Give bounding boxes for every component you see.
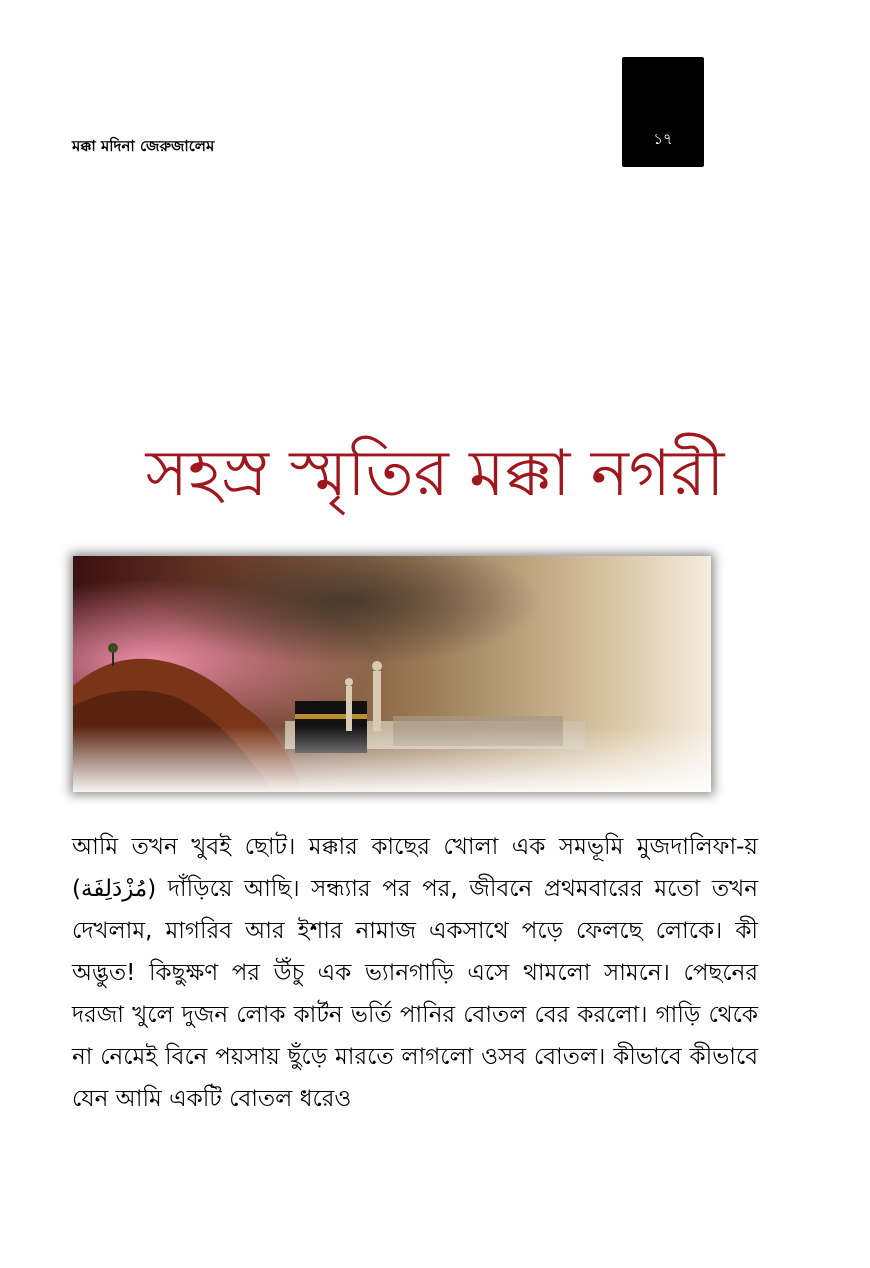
page-number: ১৭ [653, 130, 673, 148]
body-text [72, 826, 758, 1120]
page-number-tab [622, 57, 704, 167]
chapter-illustration [73, 556, 711, 792]
running-title: মক্কা মদিনা জেরুজালেম [72, 137, 215, 155]
chapter-title: সহস্র স্মৃতির মক্কা নগরী [145, 437, 725, 511]
body-paragraph: আমি তখন খুবই ছোট। মক্কার কাছের খোলা এক সমভূমি মুজদালিফা-য় (مُزْدَلِفَة) দাঁড়িয়ে আছি। সন্ধ্যার পর পর, জীবনে প্রথমবারের মতো তখন দেখলাম, মাগরিব আর ইশার নামাজ একসাথে পড়ে ফেলছে লোকে। কী অদ্ভুত! কিছুক্ষণ পর উঁচু এক ভ্যানগাড়ি এসে থামলো সামনে। পেছনের দরজা খুলে দুজন লোক কার্টন ভর্তি পানির বোতল বের করলো। গাড়ি থেকে না নেমেই বিনে পয়সায় ছুঁড়ে মারতে লাগলো ওসব বোতল। কীভাবে কীভাবে যেন আমি একটি বোতল ধরেও [72, 834, 758, 1112]
